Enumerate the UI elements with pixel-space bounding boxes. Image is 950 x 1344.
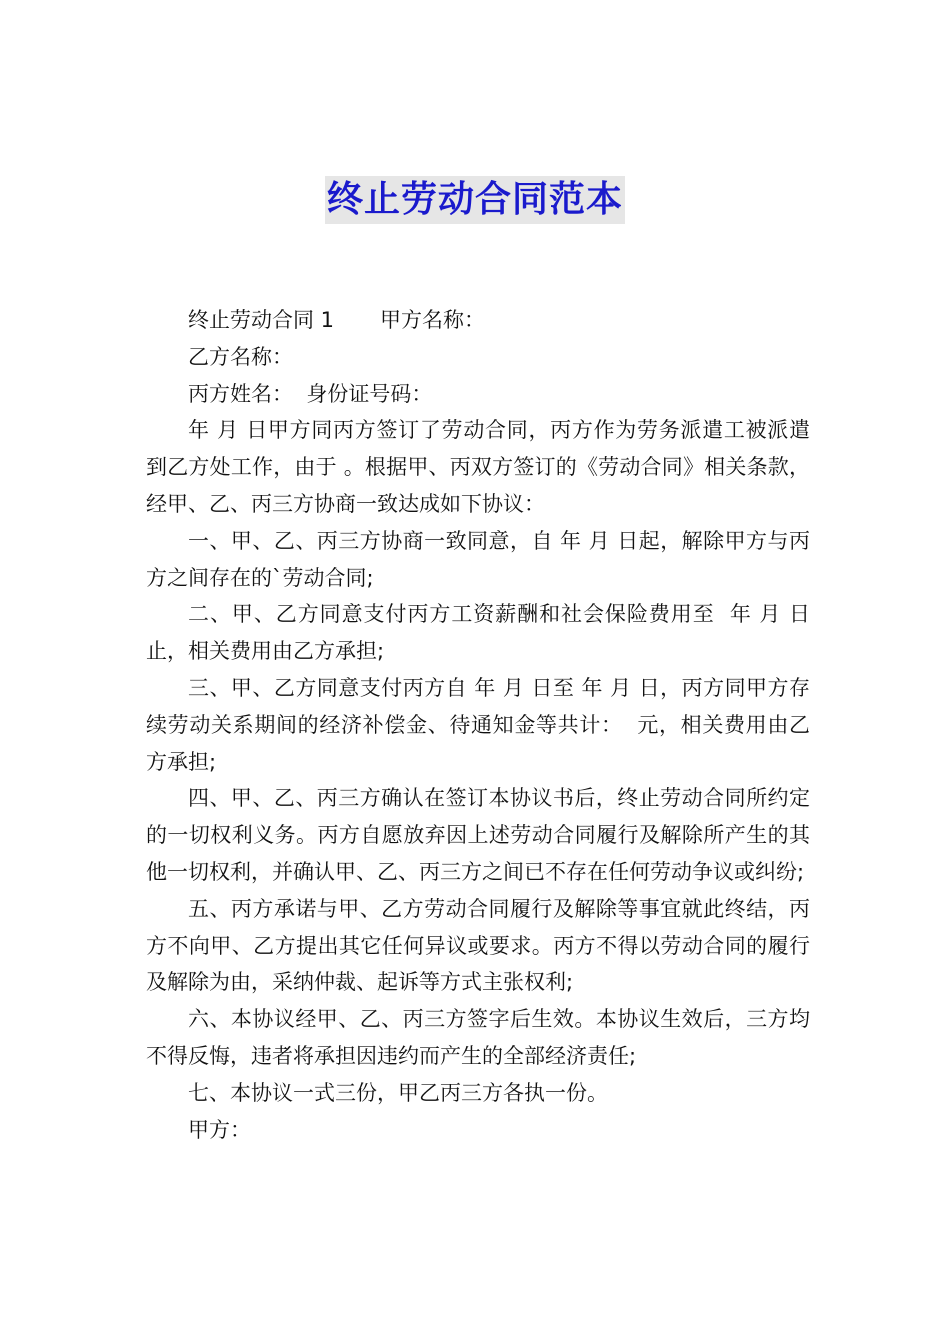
title-container xyxy=(0,176,950,224)
party-a-name-label: 甲方名称： xyxy=(380,308,486,332)
header-line xyxy=(146,302,810,339)
clause-5: 五、丙方承诺与甲、乙方劳动合同履行及解除等事宜就此终结，丙方不向甲、乙方提出其它任何异议或要求。丙方不得以劳动合同的履行及解除为由，采纳仲裁、起诉等方式主张权利; xyxy=(146,896,810,995)
paragraph-intro: 年 月 日甲方同丙方签订了劳动合同，丙方作为劳务派遣工被派遣到乙方处工作，由于 。根据甲、丙双方签订的《劳动合同》相关条款，经甲、乙、丙三方协商一致达成如下协议： xyxy=(146,418,810,516)
clause-6: 六、本协议经甲、乙、丙三方签字后生效。本协议生效后，三方均不得反悔，违者将承担因违约而产生的全部经济责任; xyxy=(146,1007,810,1068)
signature-party-a: 甲方： xyxy=(188,1117,251,1142)
document-body xyxy=(146,302,810,1148)
clause-2: 二、甲、乙方同意支付丙方工资薪酬和社会保险费用至 年 月 日止，相关费用由乙方承担; xyxy=(146,602,810,664)
clause-7: 七、本协议一式三份，甲乙丙三方各执一份。 xyxy=(188,1080,608,1105)
paragraph-party-c: 丙方姓名： 身份证号码： xyxy=(188,381,433,406)
clause-4: 四、甲、乙、丙三方确认在签订本协议书后，终止劳动合同所约定的一切权利义务。丙方自愿放弃因上述劳动合同履行及解除所产生的其他一切权利，并确认甲、乙、丙三方之间已不存在任何劳动争议或纠纷; xyxy=(146,786,810,884)
clause-3: 三、甲、乙方同意支付丙方自 年 月 日至 年 月 日，丙方同甲方存续劳动关系期间的经济补偿金、待通知金等共计： 元，相关费用由乙方承担; xyxy=(146,675,810,774)
clause-1: 一、甲、乙、丙三方协商一致同意，自 年 月 日起，解除甲方与丙方之间存在的`劳动合同; xyxy=(146,528,810,590)
contract-label: 终止劳动合同 1 xyxy=(188,308,335,332)
document-title: 终止劳动合同范本 xyxy=(325,176,625,224)
paragraph-party-b: 乙方名称： xyxy=(188,344,293,369)
